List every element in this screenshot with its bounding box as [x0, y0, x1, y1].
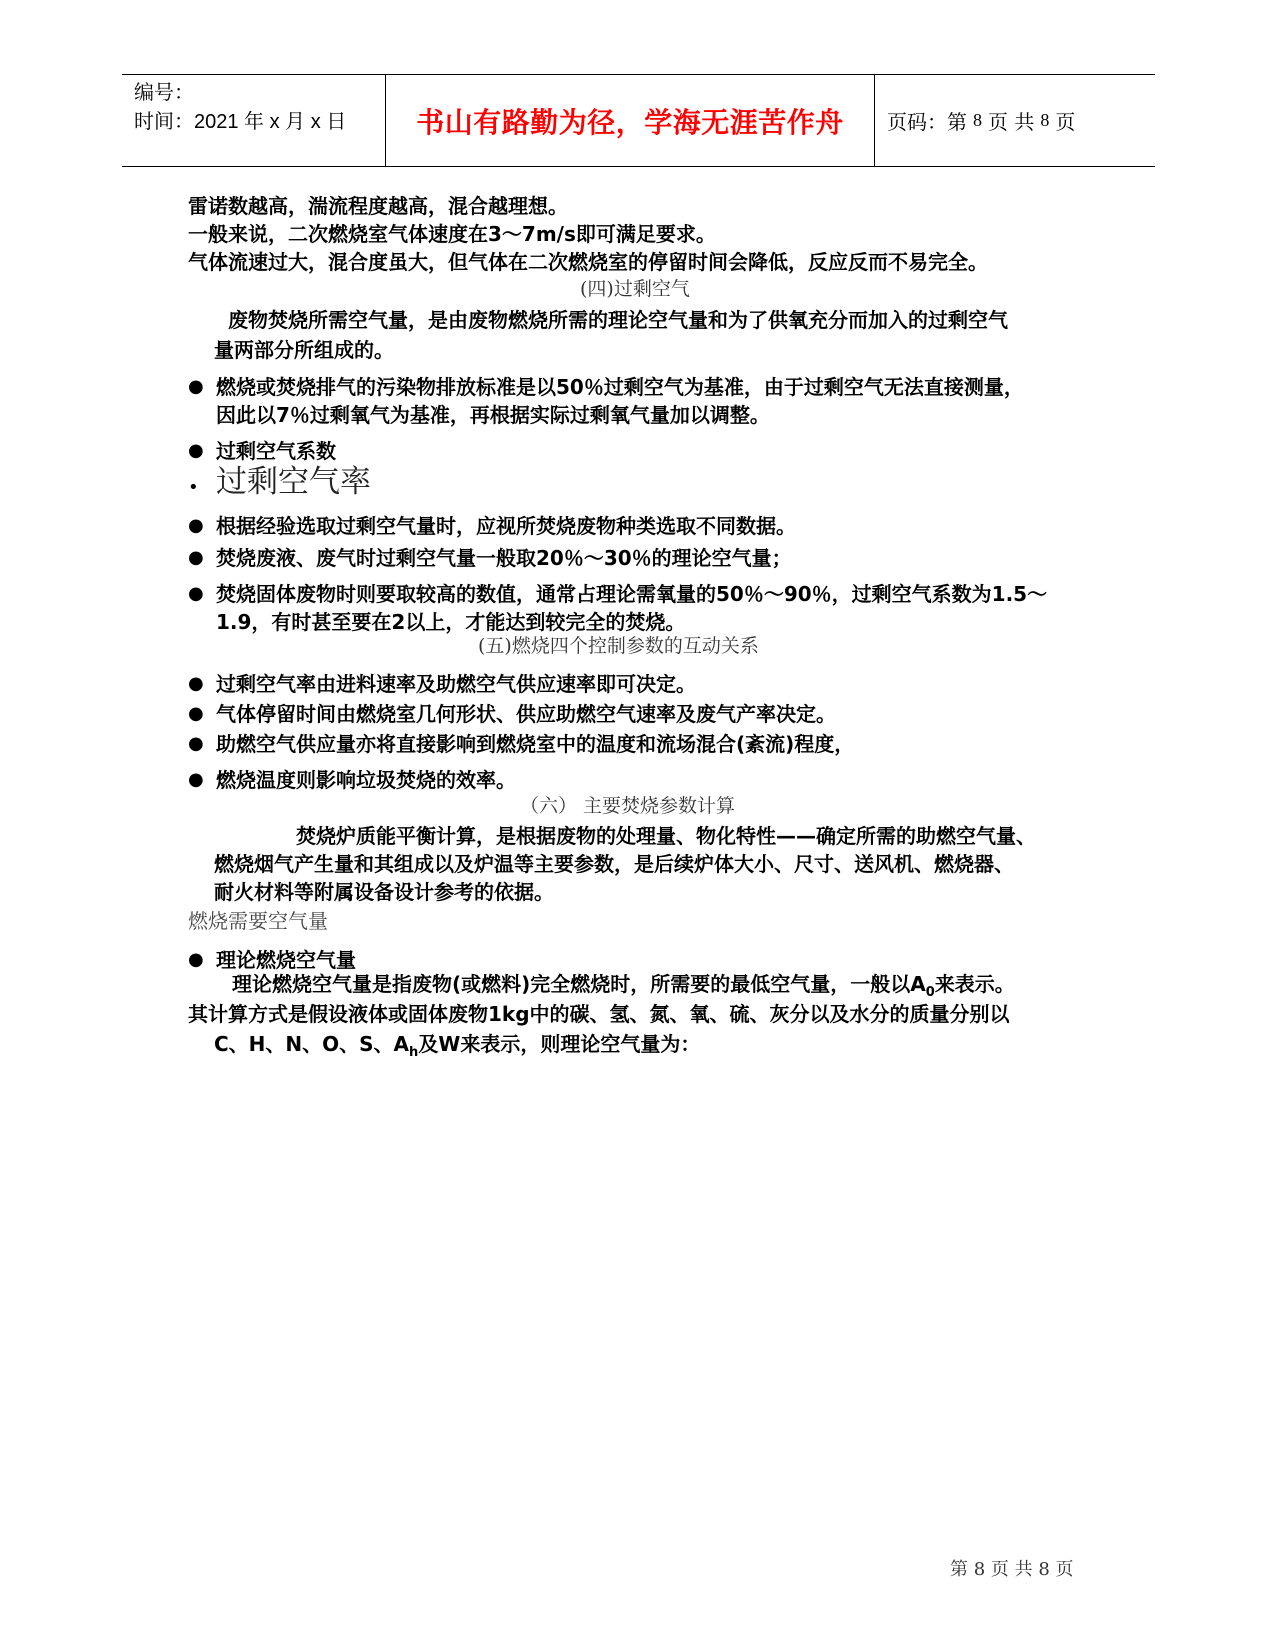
bullet-item	[188, 373, 1088, 429]
bullet-icon: ●	[188, 703, 204, 724]
paragraph-line: 废物焚烧所需空气量，是由废物燃烧所需的理论空气量和为了供氧充分而加入的过剩空气	[228, 308, 1008, 332]
bullet-icon: ●	[188, 583, 204, 604]
header-page-info	[875, 75, 1155, 166]
bullet-item	[188, 437, 1088, 465]
header-meta	[122, 75, 386, 166]
text-line: 气体流速过大，混合度虽大，但气体在二次燃烧室的停留时间会降低，反应反而不易完全。	[188, 250, 988, 274]
paragraph-line: 量两部分所组成的。	[214, 338, 394, 362]
paragraph-line: 燃烧烟气产生量和其组成以及炉温等主要参数，是后续炉体大小、尺寸、送风机、燃烧器、	[214, 852, 1014, 876]
header-page-prefix: 页码：第	[887, 110, 967, 134]
bullet-item	[188, 580, 1088, 636]
header-page-suffix: 页	[1055, 110, 1076, 134]
paragraph-text: 来表示。	[934, 972, 1015, 996]
paragraph-line	[214, 1030, 700, 1067]
bullet-item	[188, 512, 1088, 540]
text-line: 雷诺数越高，湍流程度越高，混合越理想。	[188, 194, 568, 218]
bullet-text: 理论燃烧空气量	[216, 948, 356, 972]
bullet-text: 过剩空气系数	[216, 439, 336, 463]
bullet-text: 助燃空气供应量亦将直接影响到燃烧室中的温度和流场混合(紊流)程度，	[216, 732, 855, 756]
bullet-icon: ●	[188, 376, 204, 397]
header-motto: 书山有路勤为径，学海无涯苦作舟	[386, 75, 875, 166]
header-code-label: 编号：	[134, 82, 194, 104]
bullet-item	[188, 730, 1088, 758]
bullet-text: 焚烧废液、废气时过剩空气量一般取20％～30％的理论空气量；	[216, 546, 792, 570]
bullet-icon: ●	[188, 949, 204, 970]
bullet-icon: ●	[188, 769, 204, 790]
bullet-item	[188, 700, 1088, 728]
paragraph-line: 其计算方式是假设液体或固体废物1kg中的碳、氢、氮、氧、硫、灰分以及水分的质量分别以	[188, 1002, 1010, 1026]
bullet-text: 根据经验选取过剩空气量时，应视所焚烧废物种类选取不同数据。	[216, 514, 796, 538]
header-page-total: 8	[1040, 110, 1050, 130]
bullet-icon: ●	[188, 673, 204, 694]
bullet-item	[188, 670, 1088, 698]
page-header	[122, 74, 1155, 167]
header-page-mid: 页 共	[988, 110, 1035, 134]
subscript: h	[409, 1045, 419, 1060]
section-heading-6: （六） 主要焚烧参数计算	[520, 795, 736, 817]
paragraph-line: 焚烧炉质能平衡计算，是根据废物的处理量、物化特性——确定所需的助燃空气量、	[296, 824, 1036, 848]
header-time-label: 时间：2021 年 x 月 x 日	[134, 111, 347, 133]
bullet-text: 燃烧温度则影响垃圾焚烧的效率。	[216, 768, 516, 792]
bullet-text: 气体停留时间由燃烧室几何形状、供应助燃空气速率及废气产率决定。	[216, 702, 836, 726]
header-page-num: 8	[973, 110, 982, 130]
section-heading-4: (四)过剩空气	[580, 278, 690, 300]
bullet-icon: •	[188, 477, 199, 498]
section-heading-5: (五)燃烧四个控制参数的互动关系	[478, 635, 759, 657]
bullet-text: 焚烧固体废物时则要取较高的数值，通常占理论需氧量的50％～90％，过剩空气系数为1.5～	[216, 582, 1048, 606]
bullet-item	[188, 766, 1088, 794]
paragraph-text: C、H、N、O、S、A	[214, 1032, 410, 1056]
bullet-icon: ●	[188, 733, 204, 754]
bullet-icon: ●	[188, 515, 204, 536]
paragraph-text: 及W来表示，则理论空气量为：	[418, 1032, 701, 1056]
subheading: 燃烧需要空气量	[188, 909, 328, 933]
bullet-text: 燃烧或焚烧排气的污染物排放标准是以50％过剩空气为基准，由于过剩空气无法直接测量，	[216, 375, 1024, 399]
bullet-text: 因此以7％过剩氧气为基准，再根据实际过剩氧气量加以调整。	[216, 403, 770, 427]
bullet-text: 过剩空气率	[216, 464, 371, 500]
page-footer: 第 8 页 共 8 页	[950, 1559, 1074, 1580]
paragraph-line: 耐火材料等附属设备设计参考的依据。	[214, 880, 554, 904]
paragraph-text: 理论燃烧空气量是指废物(或燃料)完全燃烧时，所需要的最低空气量，一般以A	[232, 972, 926, 996]
bullet-item	[188, 544, 1088, 572]
bullet-text: 1.9，有时甚至要在2以上，才能达到较完全的焚烧。	[216, 610, 686, 634]
subscript: 0	[925, 985, 935, 1000]
bullet-text: 过剩空气率由进料速率及助燃空气供应速率即可决定。	[216, 672, 696, 696]
bullet-icon: ●	[188, 547, 204, 568]
bullet-icon: ●	[188, 440, 204, 461]
bullet-item	[188, 462, 1088, 502]
text-line: 一般来说，二次燃烧室气体速度在3～7m/s即可满足要求。	[188, 222, 716, 246]
